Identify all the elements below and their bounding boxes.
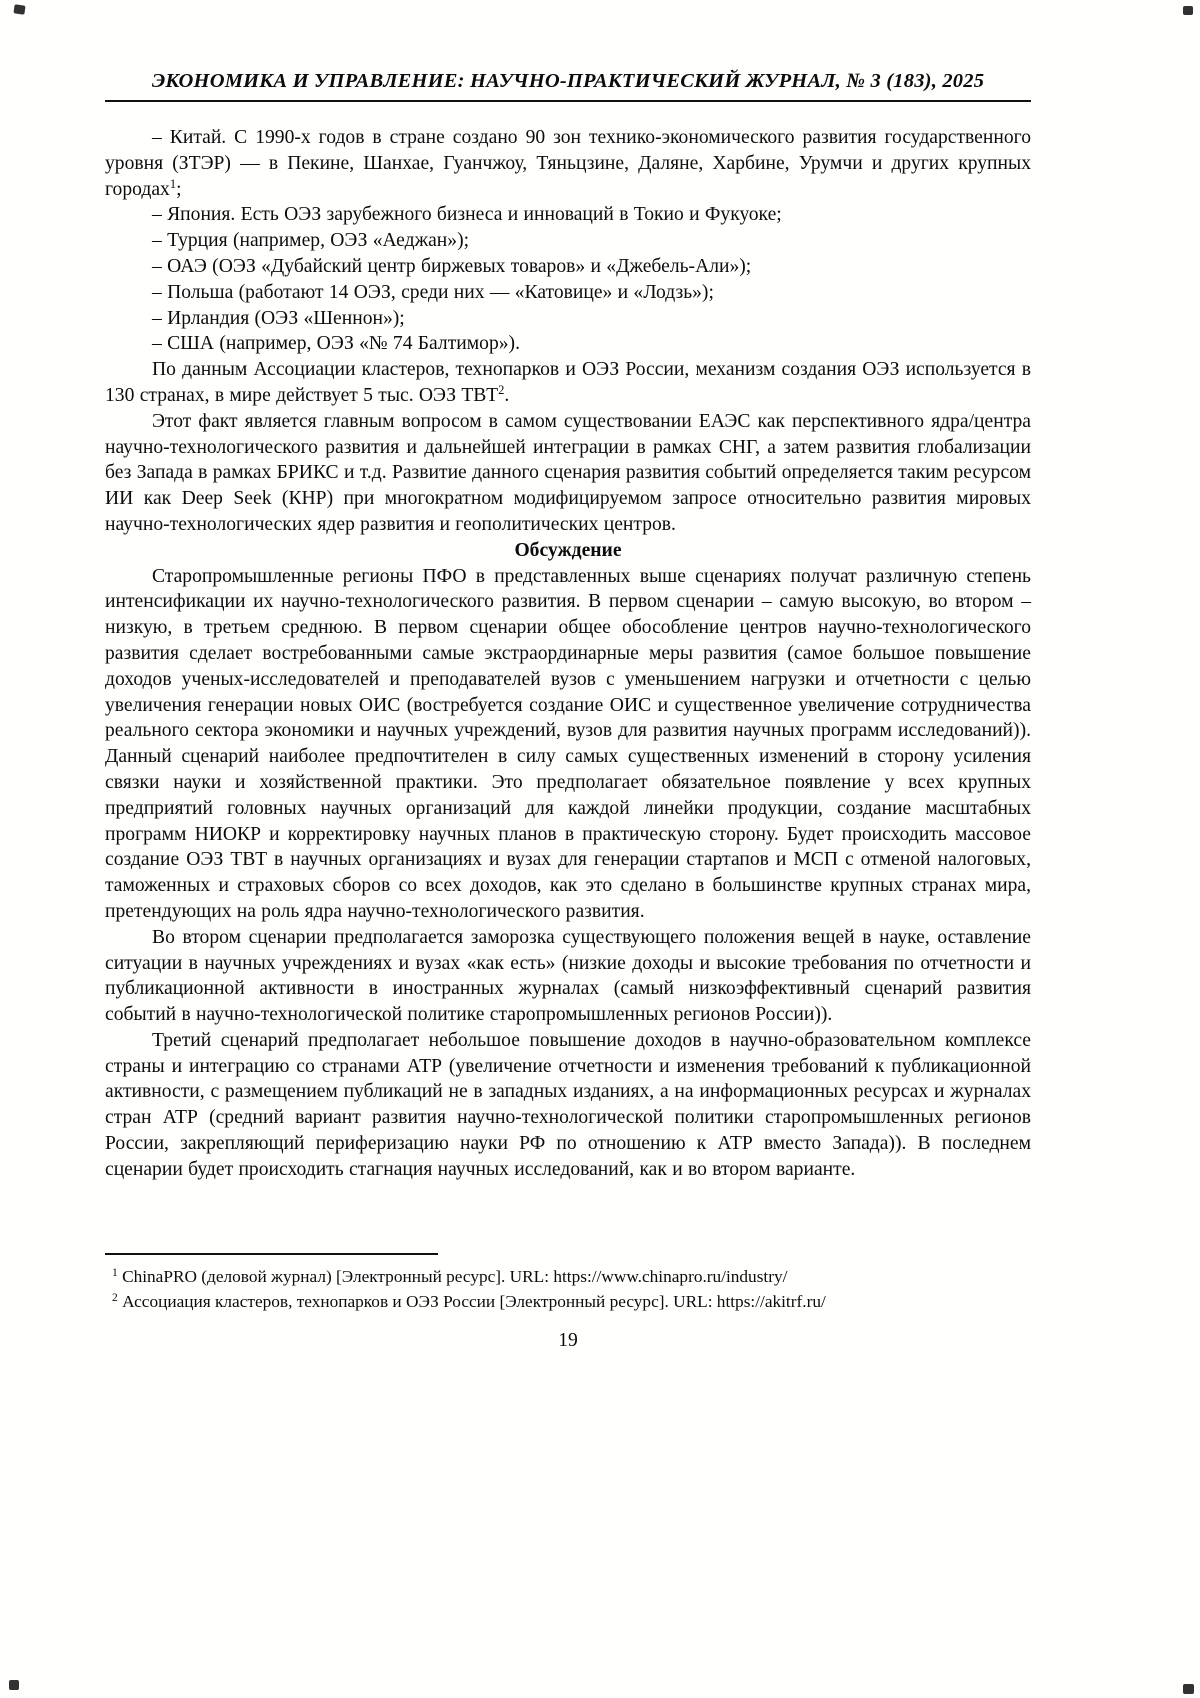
footnote-text: Ассоциация кластеров, технопарков и ОЭЗ России [Электронный ресурс]. URL: https://akitrf.ru/ [122,1291,826,1311]
journal-title: ЭКОНОМИКА И УПРАВЛЕНИЕ: НАУЧНО-ПРАКТИЧЕСКИЙ ЖУРНАЛ, № 3 (183), 2025 [151,70,985,92]
list-item-text: – Китай. С 1990-х годов в стране создано 90 зон технико-экономического развития государственного уровня (ЗТЭР) — в Пекине, Шанхае, Гуанчжоу, Тяньцзине, Даляне, Харбине, Урумчи и других крупных городах [105,127,1031,200]
country-list-item: – Польша (работают 14 ОЭЗ, среди них — «Катовице» и «Лодзь»); [152,281,714,303]
country-list-item-china [105,125,1031,202]
country-list-item: – ОАЭ (ОЭЗ «Дубайский центр биржевых товаров» и «Джебель-Али»); [152,255,752,277]
country-list-item: – Ирландия (ОЭЗ «Шеннон»); [152,307,405,329]
journal-running-head [105,68,1031,102]
footnote-ref-2: 2 [498,382,505,397]
scan-corner-mark [1183,1684,1194,1694]
footnote-text: ChinaPRO (деловой журнал) [Электронный ресурс]. URL: https://www.chinapro.ru/industry/ [122,1266,788,1286]
footnotes-section [105,1253,1031,1314]
section-heading-discussion: Обсуждение [514,539,622,561]
footnote-marker: 1 [112,1266,118,1279]
footnote [105,1289,1031,1314]
footnote [105,1264,1031,1289]
scan-corner-mark [9,1680,19,1690]
page-content [105,68,1031,1352]
footnote-rule [105,1253,438,1255]
scan-corner-mark [13,4,25,14]
paragraph-text: По данным Ассоциации кластеров, технопарков и ОЭЗ России, механизм создания ОЭЗ используется в 130 странах, в мире действует 5 тыс. ОЭЗ ТВТ [105,359,1031,406]
footnote-marker: 2 [112,1291,118,1304]
page-number: 19 [558,1329,578,1351]
paragraph-discussion: Во втором сценарии предполагается заморозка существующего положения вещей в науке, оставление ситуации в научных учреждениях и вузах «как есть» (низкие доходы и высокие требования по отчетности и публикационной активности в иностранных журналах (самый низкоэффективный сценарий развития событий в научно-технологической политике старопромышленных регионов России)). [105,926,1031,1026]
paragraph-associations [105,357,1031,409]
list-item-tail: ; [176,178,182,200]
country-list-item: – Япония. Есть ОЭЗ зарубежного бизнеса и инноваций в Токио и Фукуоке; [152,204,782,226]
scan-corner-mark [1183,6,1193,15]
country-list-item: – США (например, ОЭЗ «№ 74 Балтимор»). [152,333,520,355]
paragraph-eaes: Этот факт является главным вопросом в самом существовании ЕАЭС как перспективного ядра/центра научно-технологического развития и дальнейшей интеграции в рамках СНГ, а затем развития глобализации без Запада в рамках БРИКС и т.д. Развитие данного сценария развития событий определяется таким ресурсом ИИ как Deep Seek (КНР) при многократном модифицируемом запросе относительно развития мировых научно-технологических ядер развития и геополитических центров. [105,410,1031,535]
paragraph-tail: . [504,384,510,406]
country-list-item: – Турция (например, ОЭЗ «Аеджан»); [152,230,470,252]
footnote-ref-1: 1 [169,176,177,191]
paragraph-discussion: Старопромышленные регионы ПФО в представленных выше сценариях получат различную степень интенсификации их научно-технологического развития. В первом сценарии – самую высокую, во втором – низкую, в третьем среднюю. В первом сценарии общее обособление центров научно-технологического развития сделает востребованными самые экстраординарные меры развития (самое большое повышение доходов ученых-исследователей и преподавателей вузов с уменьшением нагрузки и отчетности с целью увеличения генерации новых ОИС (востребуется создание ОИС и существенное увеличение сотрудничества реального сектора экономики и научных учреждений, вузов для развития научных программ исследований)). Данный сценарий наиболее предпочтителен в силу самых существенных изменений в сторону усиления связки науки и хозяйственной практики. Это предполагает обязательное появление у всех крупных предприятий головных научных организаций для каждой линейки продукции, создание масштабных программ НИОКР и корректировку научных планов в практическую сторону. Будет происходить массовое создание ОЭЗ ТВТ в научных организациях и вузах для генерации стартапов и МСП с отменой налоговых, таможенных и страховых сборов со всех доходов, как это сделано в большинстве крупных странах мира, претендующих на роль ядра научно-технологического развития. [105,565,1031,922]
paragraph-discussion: Третий сценарий предполагает небольшое повышение доходов в научно-образовательном комплексе страны и интеграцию со странами АТР (увеличение отчетности и изменения требований к публикационной активности, с размещением публикаций не в западных изданиях, а на информационных ресурсах и журналах стран АТР (средний вариант развития научно-технологической политики старопромышленных регионов России, закрепляющий периферизацию науки РФ по отношению к АТР вместо Запада)). В последнем сценарии будет происходить стагнация научных исследований, как и во втором варианте. [105,1029,1031,1180]
